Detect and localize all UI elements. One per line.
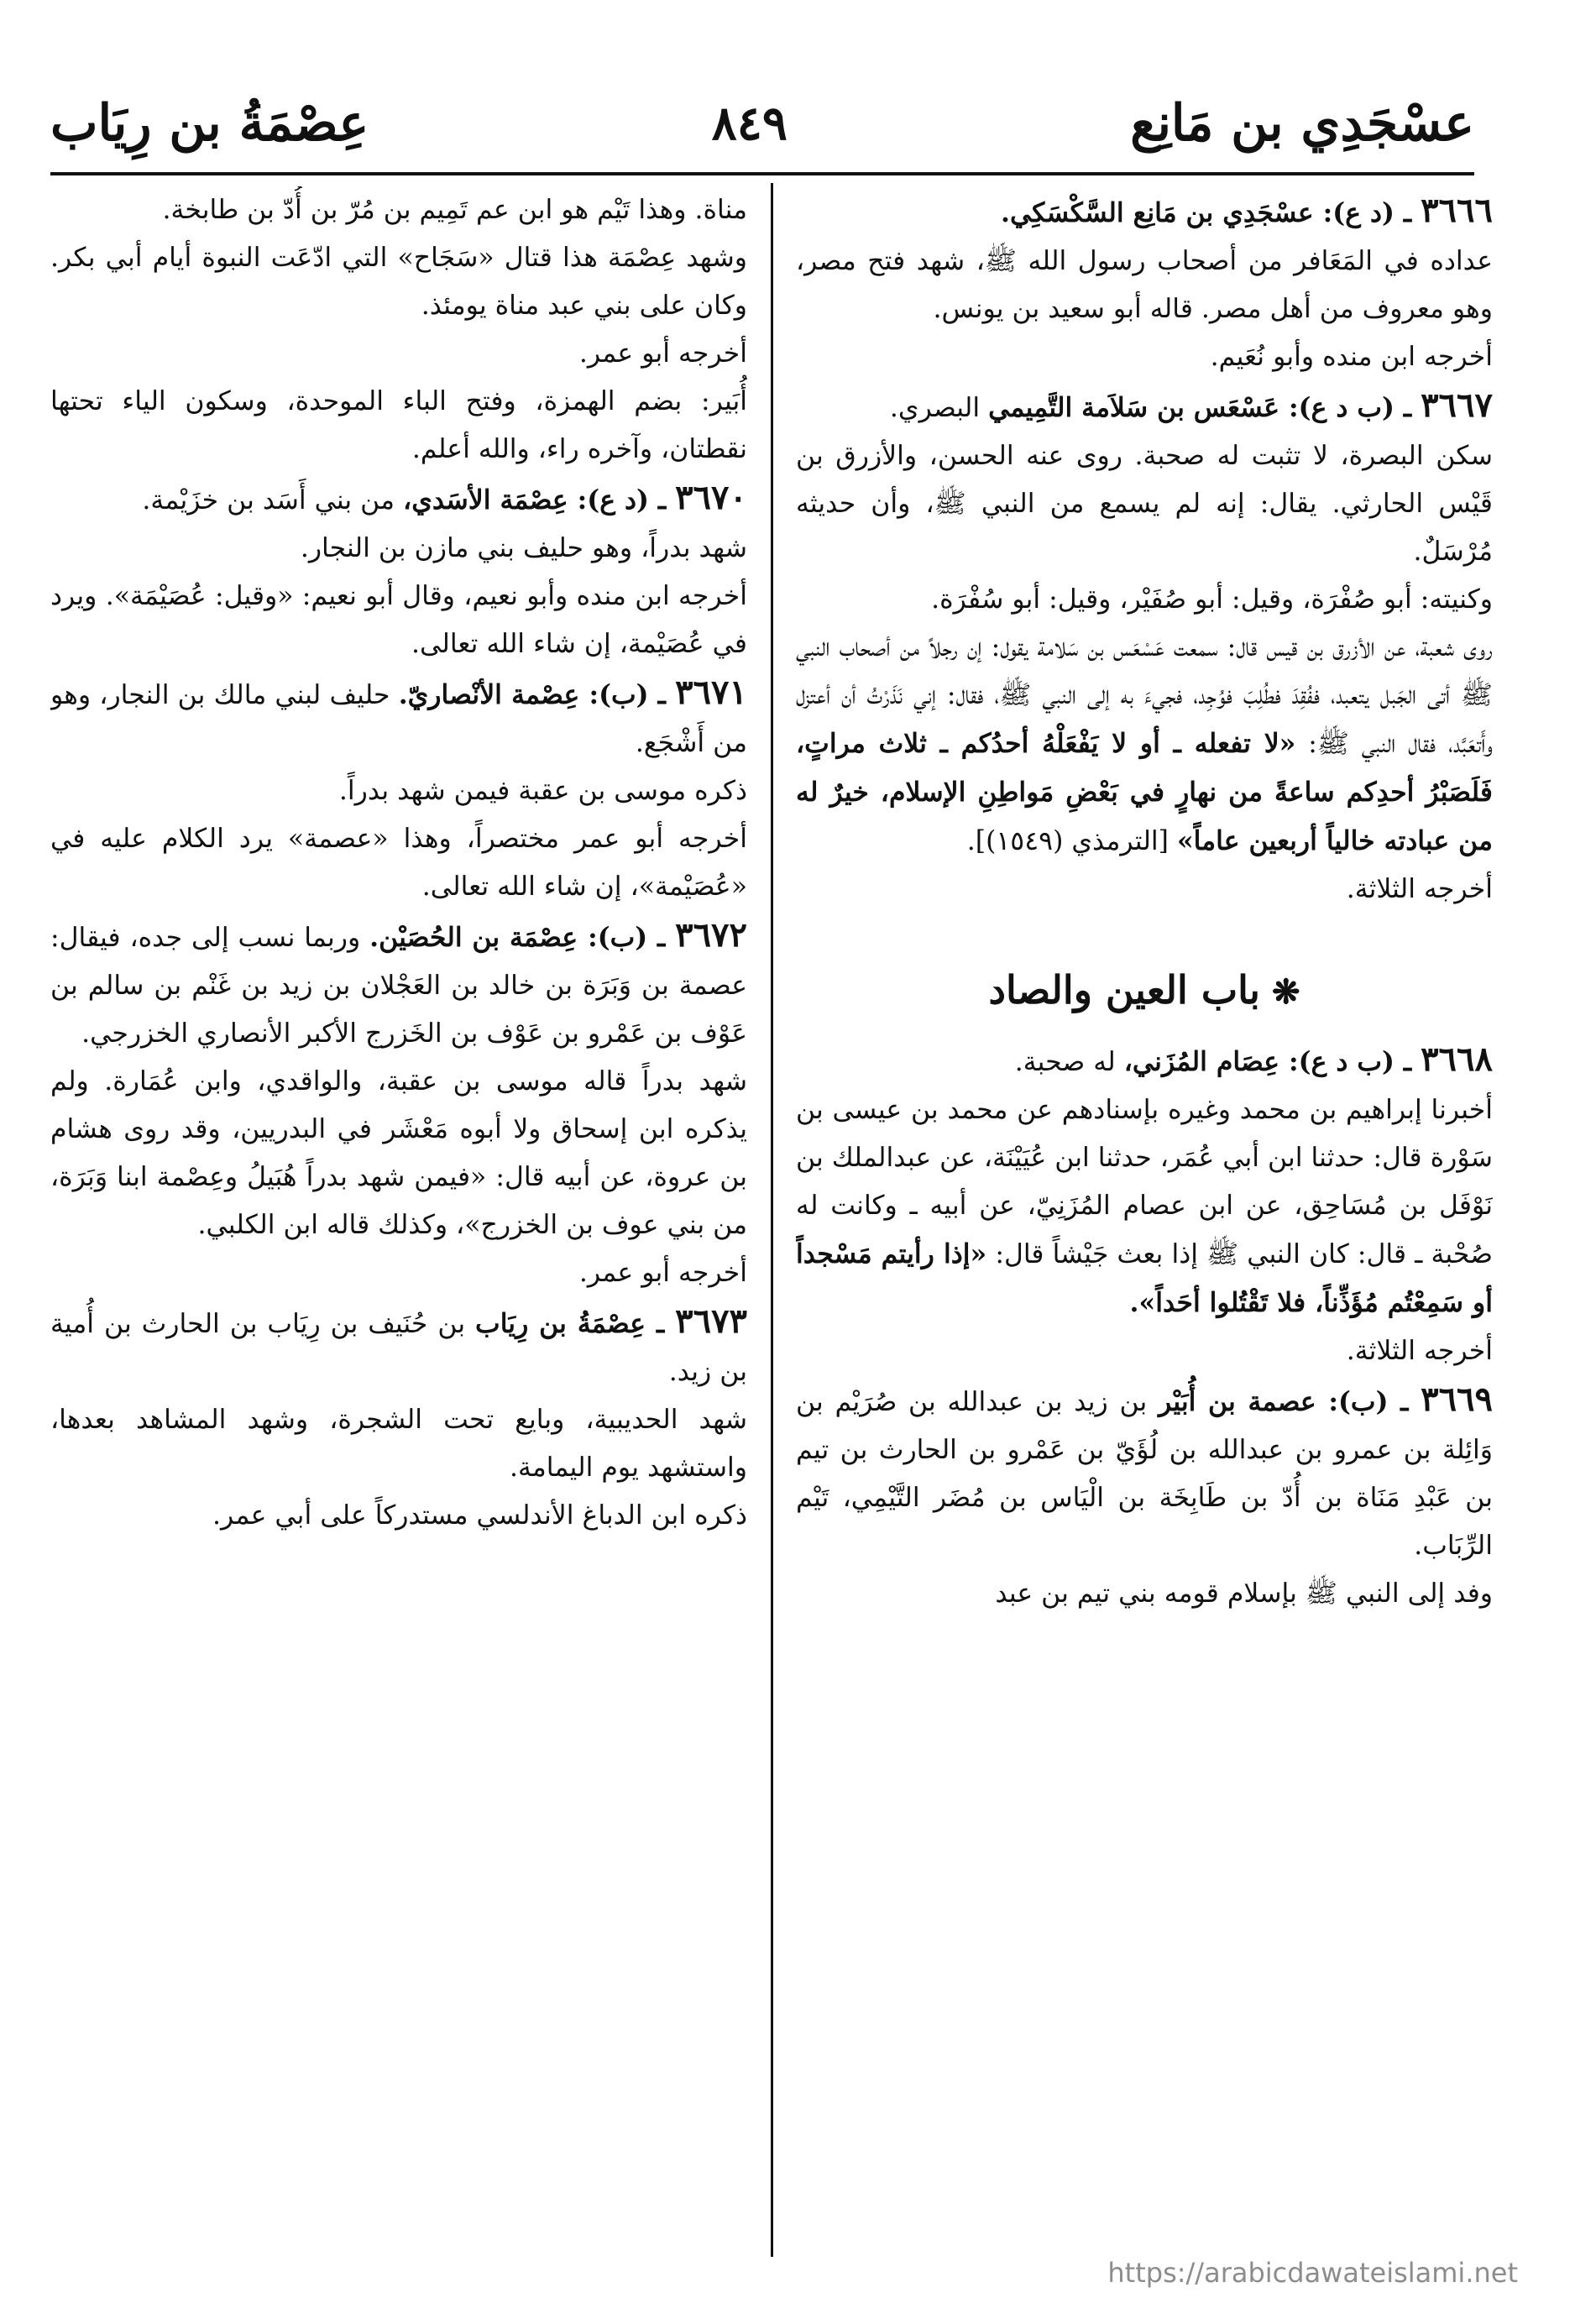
entry-3670-text: شهد بدراً، وهو حليف بني مازن بن النجار. [300, 533, 747, 563]
chapter-heading [796, 960, 1493, 1022]
entry-number: ٣٦٧٣ [675, 1301, 747, 1341]
star-ornament-icon: ❋ [1271, 972, 1300, 1012]
entry-number: ٣٦٧٢ [675, 915, 747, 955]
hadith-text: «إذا رأيتم مَسْجداً أو سَمِعْتُم مُؤَذِّناً، فلا تَقْتُلوا أحَداً». [796, 1238, 1493, 1318]
entry-name-rest: له صحبة. [1014, 1047, 1116, 1077]
entry-3672-source: أخرجه أبو عمر. [578, 1258, 747, 1288]
entry-tag: (ب د ع): [1289, 1046, 1394, 1077]
continuation-note: أُبَير: بضم الهمزة، وفتح الباء الموحدة، وسكون الياء تحتها نقطتان، وآخره راء، والله أعلم. [50, 386, 747, 464]
entry-name: عَسْعَس بن سَلاَمة التَّمِيمي [988, 392, 1280, 423]
entry-3667-text: سكن البصرة، لا تثبت له صحبة. روى عنه الحسن، والأزرق بن قَيْس الحارثي. يقال: إنه لم يسمع من النبي ﷺ، وأن حديثه مُرْسَلٌ. [796, 441, 1493, 567]
entry-3668-source: أخرجه الثلاثة. [1346, 1336, 1493, 1366]
entry-3670-head: ٣٦٧٠ ـ (د ع): عِصْمَة الأسَدي، من بني أَسَد بن خزَيْمة. [142, 478, 747, 517]
entry-tag: (د ع): [1322, 197, 1394, 228]
entry-tag: (ب د ع): [1289, 392, 1394, 423]
entry-name: عِصْمة الأنْصاريّ. [398, 679, 580, 710]
hadith-text: «لا تفعله ـ أو لا يَفْعَلْهُ أحدُكم ـ ثلاث مراتٍ، فَلَصَبْرُ أحدِكم ساعةً من نهارٍ في بَعْضِ مَواطِنِ الإسلام، خيرٌ له من عبادته خالياً أربعين عاماً» [796, 728, 1493, 856]
continuation-source: أخرجه أبو عمر. [578, 338, 747, 369]
entry-3673-text: شهد الحديبية، وبايع تحت الشجرة، وشهد المشاهد بعدها، واستشهد يوم اليمامة. [50, 1405, 747, 1483]
running-head-left: عِصْمَةُ بن رِيَاب [50, 94, 369, 153]
entry-number: ٣٦٦٦ [1421, 191, 1493, 230]
entry-number: ٣٦٧٠ [675, 478, 747, 517]
entry-3667-hadith [796, 624, 1493, 866]
entry-3671-text: ذكره موسى بن عقبة فيمن شهد بدراً. [338, 776, 747, 806]
hadith-chain: أخبرنا إبراهيم بن محمد وغيره بإسنادهم عن محمد بن عيسى بن سَوْرة قال: حدثنا ابن أبي عُمَر، حدثنا ابن عُيَيْنَة، عن عبدالملك بن نَوْفَل بن مُسَاحِق، عن ابن عصام المُزَنِيّ، عن أبيه ـ وكانت له صُحْبة ـ قال: كان النبي ﷺ إذا بعث جَيْشاً قال: [796, 1095, 1493, 1269]
entry-number: ٣٦٧١ [675, 673, 747, 712]
entry-3672-head: ٣٦٧٢ ـ (ب): عِصْمَة بن الحُصَيْن. وربما نسب إلى جده، فيقال: عصمة بن وَبَرَة بن خالد بن العَجْلان بن زيد بن غَنْم بن سالم بن عَوْف بن عَمْرو بن عَوْف بن الخَزرج الأكبر الأنصاري الخزرجي. [50, 915, 747, 1049]
running-head-right: عسْجَدِي بن مَانِع [1130, 94, 1474, 153]
entry-tag: (ب): [589, 679, 649, 710]
chapter-title: باب العين والصاد [988, 967, 1260, 1013]
entry-tag: (د ع): [577, 484, 649, 516]
entry-number: ٣٦٦٨ [1421, 1039, 1493, 1079]
entry-lineage: بن زيد بن عبدالله بن صُرَيْم بن وَائِلة بن عمرو بن عبدالله بن لُؤَيّ بن عَمْرو بن الحارث بن تيم بن عَبْدِ مَنَاة بن أُدّ بن طَابِخَة بن الْيَاس بن مُضَر التَّيْمِي، تَيْم الرِّبَاب. [796, 1387, 1493, 1561]
entry-3673-source: ذكره ابن الدباغ الأندلسي مستدركاً على أبي عمر. [212, 1500, 747, 1531]
entry-3672-text: شهد بدراً قاله موسى بن عقبة، والواقدي، وابن عُمَارة. ولم يذكره ابن إسحاق ولا أبوه مَعْشَر في البدريين، وقد روى هشام بن عروة، عن أبيه قال: «فيمن شهد بدراً هُبَيلُ وعِصْمة ابنا وَبَرَة، من بني عوف بن الخزرج»، وكذلك قاله ابن الكلبي. [50, 1066, 747, 1240]
entry-3666-source: أخرجه ابن منده وأبو نُعَيم. [1210, 342, 1493, 372]
entry-3666-head: ٣٦٦٦ ـ (د ع): عسْجَدِي بن مَانِع السَّكْسَكِي. [1001, 191, 1493, 230]
entry-name: عِصَام المُزَني، [1123, 1046, 1280, 1077]
entry-name: عِصْمَة بن الحُصَيْن. [369, 922, 578, 953]
entry-name: عِصْمَةُ بن رِيَاب [475, 1308, 646, 1339]
entry-name: عصمة بن أُبَيْر [1158, 1386, 1316, 1417]
entry-3668-head: ٣٦٦٨ ـ (ب د ع): عِصَام المُزَني، له صحبة. [1014, 1039, 1493, 1079]
column-divider [771, 183, 773, 2257]
entry-name-rest: البصري. [889, 393, 981, 423]
entry-3667-source: أخرجه الثلاثة. [1346, 874, 1493, 904]
entry-3671-head: ٣٦٧١ ـ (ب): عِصْمة الأنْصاريّ. حليف لبني مالك بن النجار، وهو من أَشْجَع. [50, 673, 747, 758]
entry-3670-source: أخرجه ابن منده وأبو نعيم، وقال أبو نعيم: «وقيل: عُصَيْمَة». ويرد في عُصَيْمة، إن شاء الله تعالى. [50, 581, 747, 659]
entry-name-rest: بن حُنَيف بن رِيَاب بن الحارث بن أُمية بن زيد. [50, 1309, 747, 1387]
entry-3671-source: أخرجه أبو عمر مختصراً، وهذا «عصمة» يرد الكلام عليه في «عُصَيْمة»، إن شاء الله تعالى. [50, 824, 747, 902]
page-number: ٨٤٩ [711, 96, 788, 151]
entry-3668-hadith [796, 1086, 1493, 1327]
hadith-chain: روى شعبة، عن الأزرق بن قيس قال: سمعت عَسْعَس بن سَلامة يقول: إن رجلاً من أصحاب النبي ﷺ أتى الجَبل يتعبد، ففُقِدَ فطُلِبَ فوُجِد، فجيءَ به إلى النبي ﷺ، فقال: إني نَذَرْتُ أن أعتزل وأَتعَبَّد، فقال النبي ﷺ: [796, 632, 1493, 759]
right-column [796, 186, 1493, 2260]
entry-number: ٣٦٦٩ [1421, 1379, 1493, 1419]
continuation-text: مناة. وهذا تَيْم هو ابن عم تَمِيم بن مُرّ بن أُدّ بن طابخة. [162, 195, 747, 225]
entry-name-rest: حليف لبني مالك بن النجار، وهو من أَشْجَع. [50, 680, 747, 758]
entry-name-rest: من بني أَسَد بن خزَيْمة. [142, 485, 395, 516]
site-watermark: https://arabicdawateislami.net [1107, 2257, 1518, 2289]
entry-3669-text: وفد إلى النبي ﷺ بإسلام قومه بني تيم بن عبد [995, 1578, 1493, 1609]
entry-name-rest: وربما نسب إلى جده، فيقال: عصمة بن وَبَرَة بن خالد بن العَجْلان بن زيد بن غَنْم بن سالم بن عَوْف بن عَمْرو بن عَوْف بن الخَزرج الأكبر الأنصاري الخزرجي. [50, 923, 747, 1049]
entry-tag: ـ [656, 1308, 665, 1339]
entry-3667-head: ٣٦٦٧ ـ (ب د ع): عَسْعَس بن سَلاَمة التَّمِيمي البصري. [889, 385, 1493, 425]
entry-tag: (ب): [588, 922, 648, 953]
hadith-reference: [الترمذي (١٥٤٩)]. [966, 826, 1169, 856]
entry-3666-text: عداده في المَعَافر من أصحاب رسول الله ﷺ، شهد فتح مصر، وهو معروف من أهل مصر. قاله أبو سعيد بن يونس. [796, 246, 1493, 324]
entry-3667-kunya: وكنيته: أبو صُفْرَة، وقيل: أبو صُفَيْر، وقيل: أبو سُفْرَة. [931, 584, 1493, 615]
entry-name: عسْجَدِي بن مَانِع السَّكْسَكِي. [1001, 197, 1314, 228]
page-header [50, 77, 1474, 170]
left-column [50, 186, 747, 2260]
entry-name: عِصْمَة الأسَدي، [403, 484, 568, 516]
entry-tag: (ب): [1328, 1386, 1389, 1417]
continuation-text: وشهد عِصْمَة هذا قتال «سَجَاح» التي ادّعَت النبوة أيام أبي بكر. وكان على بني عبد مناة يومئذ. [50, 243, 747, 321]
entry-3669-head: ٣٦٦٩ ـ (ب): عصمة بن أُبَيْر بن زيد بن عبدالله بن صُرَيْم بن وَائِلة بن عمرو بن عبدالله بن لُؤَيّ بن عَمْرو بن الحارث بن تيم بن عَبْدِ مَنَاة بن أُدّ بن طَابِخَة بن الْيَاس بن مُضَر التَّيْمِي، تَيْم الرِّبَاب. [796, 1379, 1493, 1561]
entry-3673-head [50, 1297, 747, 1396]
header-rule [50, 172, 1474, 175]
entry-number: ٣٦٦٧ [1421, 385, 1493, 425]
